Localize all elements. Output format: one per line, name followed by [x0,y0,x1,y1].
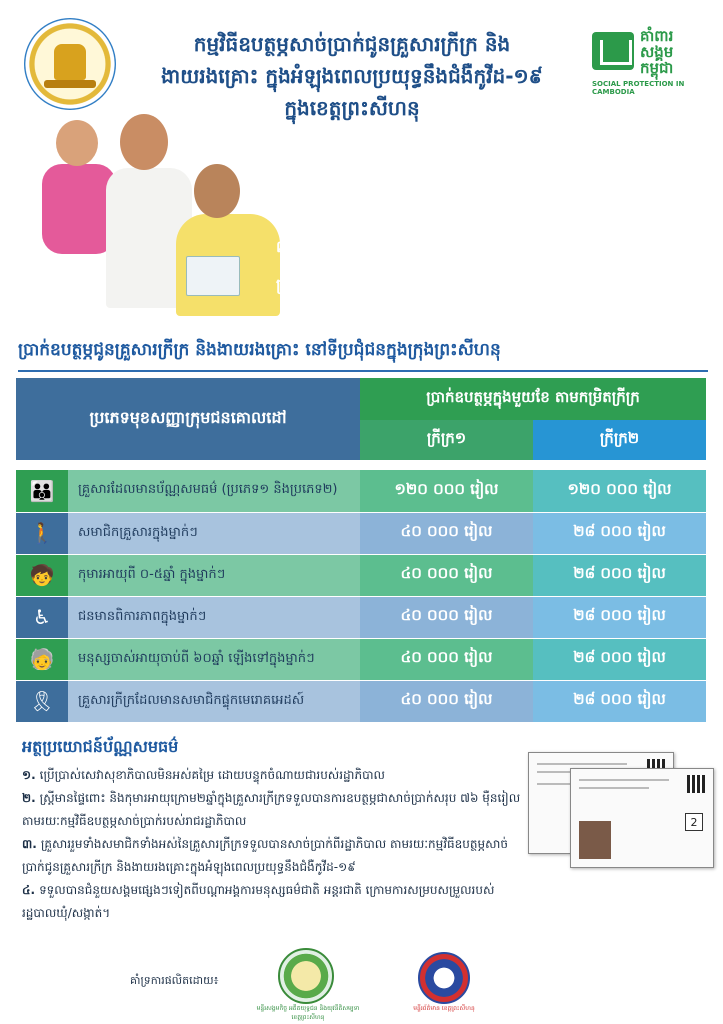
information-dept-logo [418,952,470,1004]
child-head [56,120,98,166]
card-number: 2 [685,813,703,831]
seal-emblem [54,44,86,80]
table-row [16,680,706,722]
level2-amount: ១២០ ០០០ រៀល [533,470,706,512]
level2-amount: ២៨ ០០០ រៀល [533,596,706,638]
table-row [16,638,706,680]
hiv-ribbon-icon: 🎗 [16,680,68,722]
hero-message: អ្នកដែលមានប័ណ្ណសមធម៌អាចមកផ្ទៀងផ្ទាត់ឈ្មោះ នៅសាលាឃុំសង្កាត់ណាមួយក៏បានដែលនៅជិតផ្ទះ ឬនៅជិតកន្លែងស្នាក់នៅ ក្នុងខេត្តព្រះសីហនុ។ [276,199,688,294]
equity-card-back [570,768,714,868]
equity-card-images [528,752,714,870]
logo-text: គាំពារ សង្គម កម្ពុជា [640,27,674,77]
building-icon [592,32,634,70]
row-label: កុមារអាយុពី ០-៥ឆ្នាំ ក្នុងម្នាក់ៗ [68,554,360,596]
table-row [16,470,706,512]
header [0,0,723,120]
list-item: ១. ប្រើប្រាស់សេវាសុខាភិបាលមិនអស់គម្រៃ ដោយបន្ទុកចំណាយជារបស់រដ្ឋាភិបាល [22,768,385,782]
government-seal-logo [24,18,116,110]
level1-amount: ៤០ ០០០ រៀល [360,638,533,680]
table-row [16,512,706,554]
level1-amount: ៤០ ០០០ រៀល [360,512,533,554]
information-dept-caption: មន្ទីរព័ត៌មាន ខេត្តព្រះសីហនុ [413,1005,475,1012]
child-icon: 🧒 [16,554,68,596]
section-subheading: ប្រាក់ឧបត្ថម្ភជូនគ្រួសារក្រីក្រ និងងាយរងគ្រោះ នៅទីប្រជុំជនក្នុងក្រុងព្រះសីហនុ [18,332,708,372]
level2-amount: ២៨ ០០០ រៀល [533,554,706,596]
list-item: ៤. ទទួលបានជំនួយសង្គមផ្សេងៗទៀតពីបណ្តាអង្គការមនុស្សធម៌ជាតិ អន្តរជាតិ ក្រោមការសម្របសម្រួលរបស់រដ្ឋបាលឃុំ/សង្កាត់។ [22,883,495,920]
row-label: មនុស្សចាស់អាយុចាប់ពី ៦០ឆ្នាំ ឡើងទៅក្នុងម្នាក់ៗ [68,638,360,680]
title-line-3: ក្នុងខេត្តព្រះសីហនុ [284,96,420,120]
social-affairs-dept-logo [278,948,334,1004]
logo-caption: SOCIAL PROTECTION IN CAMBODIA [592,80,685,96]
supported-by-label: គាំទ្រការផលិតដោយ៖ [130,974,219,987]
elder-icon: 🧓 [16,638,68,680]
level1-amount: ១២០ ០០០ រៀល [360,470,533,512]
poverty-level-1-header: ក្រីក្រ១ [360,420,533,460]
child-figure [42,164,116,254]
subsidy-table [16,378,706,723]
equity-card-in-hand [186,256,240,296]
photo-portrait [579,821,611,859]
person-icon: 🚶 [16,512,68,554]
list-item: ២. ស្ត្រីមានផ្ទៃពោះ និងកុមារអាយុក្រោម២ឆ្នាំក្នុងគ្រួសារក្រីក្រទទួលបានការឧបត្ថម្ភជាសាច់ប្រាក់សរុប ៧៦ ម៉ឺនរៀល តាមរយៈកម្មវិធីឧបត្ថម្ភសាច់ប្រាក់របស់រាជរដ្ឋាភិបាល [22,791,521,828]
level2-amount: ២៨ ០០០ រៀល [533,638,706,680]
table-row [16,596,706,638]
level1-amount: ៤០ ០០០ រៀល [360,554,533,596]
social-protection-logo [592,24,702,94]
row-label: គ្រួសារដែលមានប័ណ្ណសមធម៌ (ប្រភេទ១ និងប្រភេទ២) [68,470,360,512]
category-header: ប្រភេទមុខសញ្ញាក្រុមជនគោលដៅ [16,378,360,460]
family-photo [18,110,282,316]
family-icon: 👪 [16,470,68,512]
wheelchair-icon: ♿ [16,596,68,638]
benefits-list [22,764,522,925]
list-item: ៣. គ្រួសាររួមទាំងសមាជិកទាំងអស់នៃគ្រួសារក្រីក្រទទួលបានសាច់ប្រាក់ពីរដ្ឋាភិបាល តាមរយៈកម្មវិធីឧបត្ថម្ភសាច់ប្រាក់ជូនគ្រួសារក្រីក្រ និងងាយរងគ្រោះក្នុងអំឡុងពេលប្រយុទ្ធនឹងជំងឺកូវីដ-១៩ [22,837,508,874]
woman-head [194,164,240,218]
man-head [120,114,168,170]
level1-amount: ៤០ ០០០ រៀល [360,680,533,722]
benefits-title: អត្ថប្រយោជន៍ប័ណ្ណសមធម៌ [22,737,179,756]
row-label: គ្រួសារក្រីក្រដែលមានសមាជិកផ្ទុកមេរោគអេដស៍ [68,680,360,722]
level1-amount: ៤០ ០០០ រៀល [360,596,533,638]
hero-section [0,110,723,320]
row-label: ជនមានពិការភាពក្នុងម្នាក់ៗ [68,596,360,638]
table-row [16,554,706,596]
social-affairs-dept-caption: មន្ទីរសង្គមកិច្ច អតីតយុទ្ធជន និងយុវនីតិសម្បទា ខេត្តព្រះសីហនុ [256,1005,360,1021]
row-label: សមាជិកគ្រួសារក្នុងម្នាក់ៗ [68,512,360,554]
title-line-1: កម្មវិធីឧបត្ថម្ភសាច់ប្រាក់ជូនគ្រួសារក្រីក្រ និង [193,32,511,56]
level2-amount: ២៨ ០០០ រៀល [533,680,706,722]
level2-amount: ២៨ ០០០ រៀល [533,512,706,554]
title-line-2: ងាយរងគ្រោះ ក្នុងអំឡុងពេលប្រយុទ្ធនឹងជំងឺកូវីដ-១៩ [161,64,543,88]
poverty-level-2-header: ក្រីក្រ២ [533,420,706,460]
qr-code-icon [687,775,705,793]
monthly-subsidy-header: ប្រាក់ឧបត្ថម្ភក្នុងមួយខែ តាមកម្រិតក្រីក្រ [360,378,706,420]
seal-base [44,80,96,88]
